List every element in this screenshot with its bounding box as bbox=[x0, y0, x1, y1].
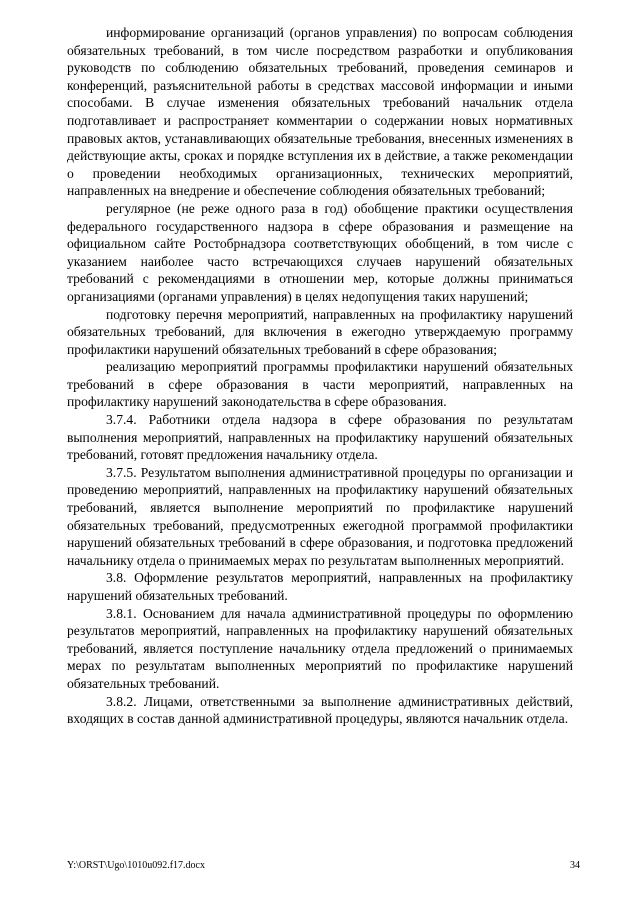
paragraph: 3.8.1. Основанием для начала административной процедуры по оформлению результатов мероприятий, направленных на профилактику нарушений обязательных требований, является поступление начальнику отдела предложений о принимаемых мерах по результатам выполненных мероприятий по профилактике нарушений обязательных требований. bbox=[67, 605, 573, 691]
paragraph: 3.7.4. Работники отдела надзора в сфере образования по результатам выполнения мероприятий, направленных на профилактику нарушений обязательных требований, готовят предложения начальнику отдела. bbox=[67, 412, 573, 463]
footer-file-path: Y:\ORST\Ugo\1010u092.f17.docx bbox=[67, 860, 205, 871]
paragraph: 3.7.5. Результатом выполнения административной процедуры по организации и проведению мероприятий, направленных на профилактику нарушений обязательных требований, является выполнение мероприятий по профилактике нарушений обязательных требований, предусмотренных ежегодной программой профилактики нарушений обязательных требований в сфере образования, и подготовка предложений начальнику отдела о принимаемых мерах по результатам выполненных мероприятий. bbox=[67, 464, 573, 568]
document-body bbox=[67, 24, 573, 728]
page-number: 34 bbox=[570, 860, 580, 871]
paragraph: регулярное (не реже одного раза в год) обобщение практики осуществления федерального государственного надзора в сфере образования и размещение на официальном сайте Ростобрнадзора соответствующих обобщений, в том числе с указанием наиболее часто встречающихся случаев нарушений обязательных требований с рекомендациями в отношении мер, которые должны приниматься организациями (органами управления) в целях недопущения таких нарушений; bbox=[67, 200, 573, 304]
paragraph: информирование организаций (органов управления) по вопросам соблюдения обязательных требований, в том числе посредством разработки и опубликования руководств по соблюдению обязательных требований, проведения семинаров и конференций, разъяснительной работы в средствах массовой информации и иными способами. В случае изменения обязательных требований начальник отдела подготавливает и распространяет комментарии о содержании новых нормативных правовых актов, устанавливающих обязательные требования, внесенных изменениях в действующие акты, сроках и порядке вступления их в действие, а также рекомендации о проведении необходимых организационных, технических мероприятий, направленных на внедрение и обеспечение соблюдения обязательных требований; bbox=[67, 25, 573, 199]
paragraph: реализацию мероприятий программы профилактики нарушений обязательных требований в сфере образования в части мероприятий, направленных на профилактику нарушений законодательства в сфере образования. bbox=[67, 359, 573, 410]
paragraph: подготовку перечня мероприятий, направленных на профилактику нарушений обязательных требований, для включения в ежегодно утверждаемую программу профилактики нарушений обязательных требований в сфере образования; bbox=[67, 306, 573, 357]
paragraph: 3.8.2. Лицами, ответственными за выполнение административных действий, входящих в состав данной административной процедуры, являются начальник отдела. bbox=[67, 693, 573, 727]
paragraph: 3.8. Оформление результатов мероприятий, направленных на профилактику нарушений обязательных требований. bbox=[67, 570, 573, 603]
